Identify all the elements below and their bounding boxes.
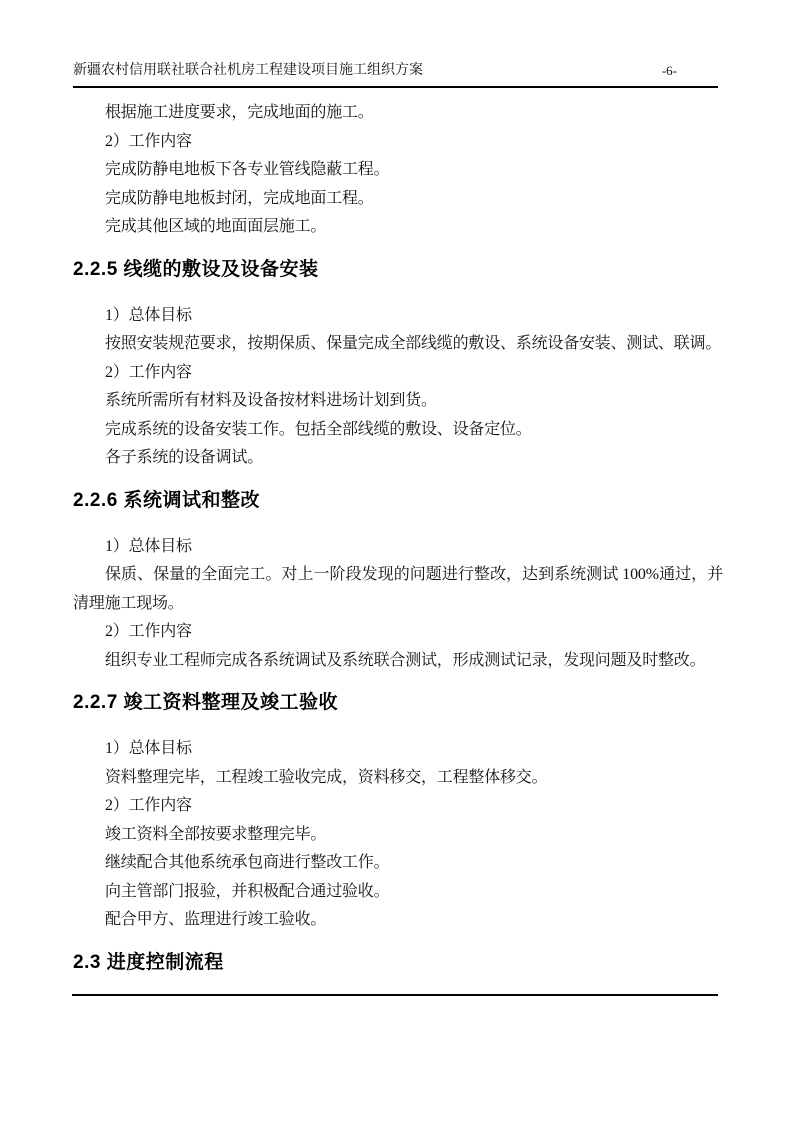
paragraph: 2）工作内容 bbox=[105, 623, 192, 640]
paragraph: 2）工作内容 bbox=[105, 363, 192, 381]
paragraph: 1）总体目标 bbox=[105, 740, 192, 757]
document-body bbox=[73, 99, 723, 995]
paragraph: 1）总体目标 bbox=[105, 306, 192, 324]
paragraph: 完成系统的设备安装工作。包括全部线缆的敷设、设备定位。 bbox=[105, 420, 532, 438]
paragraph: 完成其他区域的地面面层施工。 bbox=[105, 218, 327, 235]
paragraph: 1）总体目标 bbox=[105, 537, 192, 555]
paragraph: 各子系统的设备调试。 bbox=[105, 449, 264, 466]
paragraph: 按照安装规范要求，按期保质、保量完成全部线缆的敷设、系统设备安装、测试、联调。 bbox=[105, 335, 722, 352]
paragraph: 完成防静电地板封闭，完成地面工程。 bbox=[105, 189, 374, 207]
footer-rule bbox=[72, 994, 718, 996]
section-heading-2-2-5: 2.2.5 线缆的敷设及设备安装 bbox=[73, 258, 319, 280]
section-heading-2-2-7: 2.2.7 竣工资料整理及竣工验收 bbox=[73, 692, 339, 713]
paragraph: 组织专业工程师完成各系统调试及系统联合测试，形成测试记录，发现问题及时整改。 bbox=[105, 651, 706, 669]
section-heading-2-2-6: 2.2.6 系统调试和整改 bbox=[73, 489, 261, 511]
paragraph: 资料整理完毕，工程竣工验收完成，资料移交，工程整体移交。 bbox=[105, 768, 548, 786]
paragraph: 向主管部门报验，并积极配合通过验收。 bbox=[105, 882, 390, 900]
header-page-number: -6- bbox=[661, 63, 677, 78]
paragraph: 2）工作内容 bbox=[105, 132, 192, 150]
paragraph: 配合甲方、监理进行竣工验收。 bbox=[105, 911, 327, 928]
paragraph: 完成防静电地板下各专业管线隐蔽工程。 bbox=[105, 161, 390, 178]
header-title: 新疆农村信用联社联合社机房工程建设项目施工组织方案 bbox=[73, 63, 423, 78]
paragraph: 根据施工进度要求，完成地面的施工。 bbox=[105, 104, 374, 121]
paragraph: 继续配合其他系统承包商进行整改工作。 bbox=[105, 854, 390, 871]
paragraph: 系统所需所有材料及设备按材料进场计划到货。 bbox=[105, 392, 437, 409]
paragraph: 竣工资料全部按要求整理完毕。 bbox=[105, 825, 327, 843]
page-header bbox=[73, 61, 718, 88]
paragraph: 2）工作内容 bbox=[105, 797, 192, 814]
paragraph: 保质、保量的全面完工。对上一阶段发现的问题进行整改，达到系统测试 100%通过，并清理施工现场。 bbox=[73, 566, 723, 612]
section-heading-2-3: 2.3 进度控制流程 bbox=[73, 951, 224, 973]
